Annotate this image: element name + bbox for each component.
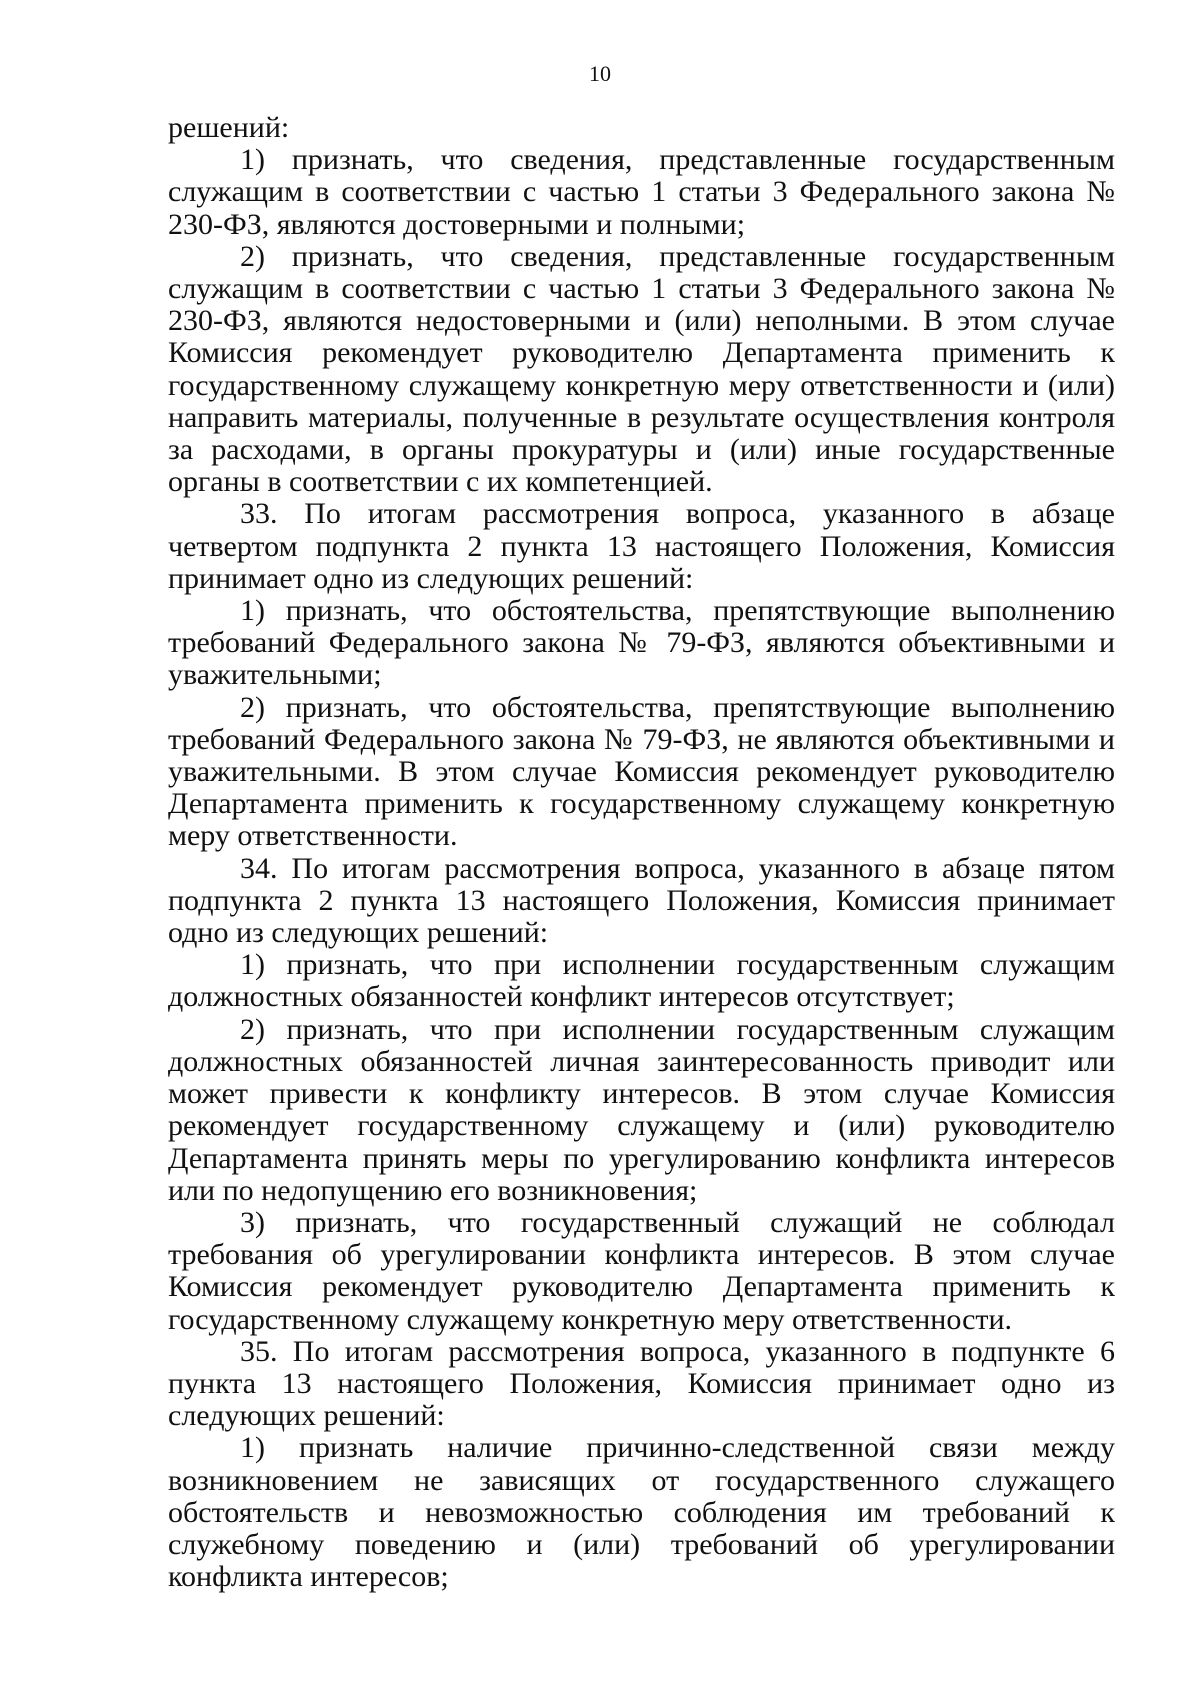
paragraph: 1) признать наличие причинно-следственной связи между возникновением не зависящих от государственного служащего обстоятельств и невозможностью соблюдения им требований к служебному поведению и (или) требований об урегулировании конфликта интересов; (168, 1431, 1115, 1594)
paragraph: решений: (168, 111, 290, 144)
paragraph: 2) признать, что сведения, представленные государственным служащим в соответствии с частью 1 статьи 3 Федерального закона № 230-ФЗ, являются недостоверными и (или) неполными. В этом случае Комиссия рекомендует руководителю Департамента применить к государственному служащему конкретную меру ответственности и (или) направить материалы, полученные в результате осуществления контроля за расходами, в органы прокуратуры и (или) иные государственные органы в соответствии с их компетенцией. (168, 239, 1115, 499)
paragraph: 34. По итогам рассмотрения вопроса, указанного в абзаце пятом подпункта 2 пункта 13 настоящего Положения, Комиссия принимает одно из следующих решений: (168, 851, 1115, 950)
paragraph: 35. По итогам рассмотрения вопроса, указанного в подпункте 6 пункта 13 настоящего Положения, Комиссия принимает одно из следующих решений: (168, 1334, 1115, 1433)
document-body (168, 112, 1115, 1593)
paragraph: 3) признать, что государственный служащий не соблюдал требования об урегулировании конфликта интересов. В этом случае Комиссия рекомендует руководителю Департамента применить к государственному служащему конкретную меру ответственности. (168, 1205, 1115, 1336)
paragraph: 33. По итогам рассмотрения вопроса, указанного в абзаце четвертом подпункта 2 пункта 13 настоящего Положения, Комиссия принимает одно из следующих решений: (168, 497, 1115, 595)
page-number: 10 (589, 61, 611, 86)
paragraph: 1) признать, что сведения, представленные государственным служащим в соответствии с частью 1 статьи 3 Федерального закона № 230-ФЗ, являются достоверными и полными; (168, 143, 1115, 241)
paragraph: 2) признать, что при исполнении государственным служащим должностных обязанностей личная заинтересованность приводит или может привести к конфликту интересов. В этом случае Комиссия рекомендует государственному служащему и (или) руководителю Департамента принять меры по урегулированию конфликта интересов или по недопущению его возникновения; (168, 1012, 1115, 1207)
paragraph: 1) признать, что при исполнении государственным служащим должностных обязанностей конфликт интересов отсутствует; (168, 948, 1115, 1014)
paragraph: 1) признать, что обстоятельства, препятствующие выполнению требований Федерального закона № 79-ФЗ, являются объективными и уважительными; (168, 594, 1115, 692)
paragraph: 2) признать, что обстоятельства, препятствующие выполнению требований Федерального закона № 79-ФЗ, не являются объективными и уважительными. В этом случае Комиссия рекомендует руководителю Департамента применить к государственному служащему конкретную меру ответственности. (168, 690, 1115, 853)
